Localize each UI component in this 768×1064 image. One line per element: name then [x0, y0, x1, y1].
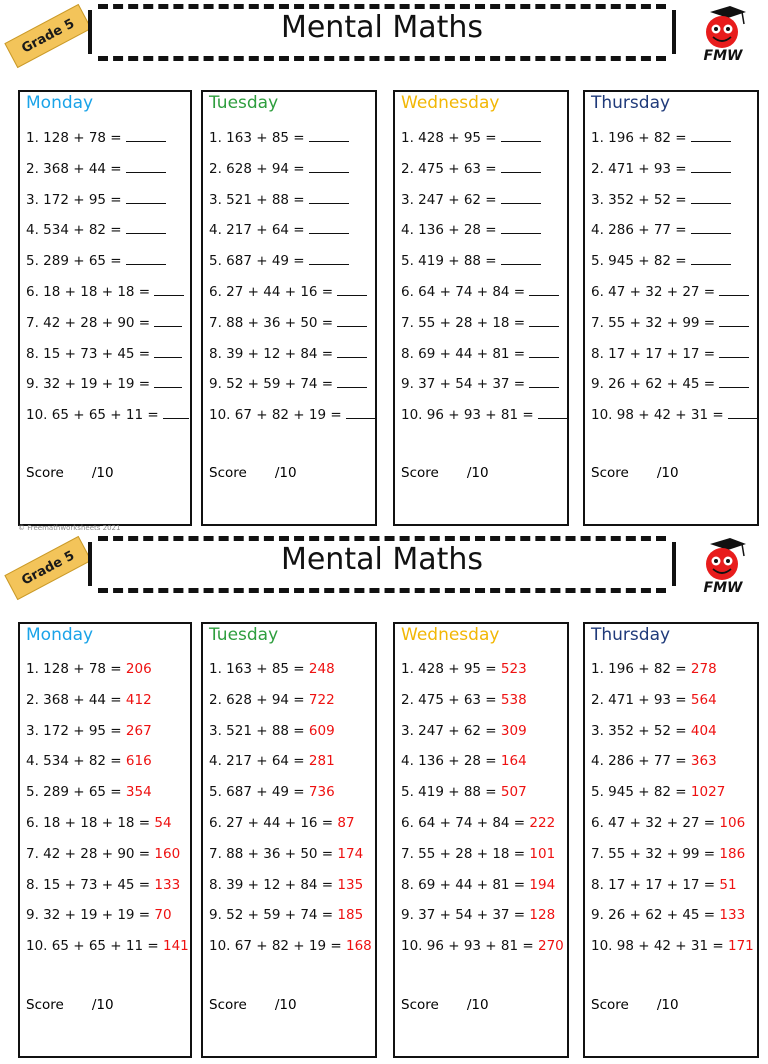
problem-row [26, 406, 189, 423]
answer-blank[interactable] [501, 221, 541, 234]
score-label: Score [209, 465, 247, 481]
problem-row [209, 221, 349, 238]
problem-text: 1. 163 + 85 = [209, 130, 305, 146]
problem-row [26, 784, 152, 800]
problem-row [591, 129, 731, 146]
problem-row [591, 661, 717, 677]
problem-row [209, 877, 363, 893]
answer-text: 106 [719, 815, 746, 831]
answer-text: 270 [537, 938, 564, 955]
answer-text: 722 [308, 691, 335, 708]
problem-row [591, 314, 749, 331]
answer-text: 101 [529, 845, 556, 862]
problem-text: 1. 128 + 78 = [26, 130, 122, 146]
answer-blank[interactable] [126, 160, 166, 173]
problem-text: 10. 65 + 65 + 11 = [26, 938, 159, 955]
page-title: Mental Maths [280, 542, 484, 577]
answer-blank[interactable] [501, 252, 541, 265]
problem-text: 3. 172 + 95 = [26, 722, 122, 739]
answer-blank[interactable] [501, 191, 541, 204]
answer-blank[interactable] [337, 345, 367, 358]
problem-text: 2. 471 + 93 = [591, 160, 687, 177]
problem-text: 6. 27 + 44 + 16 = [209, 284, 334, 300]
title-frame [88, 534, 676, 592]
score-label: Score [26, 465, 64, 481]
score-label: Score [401, 465, 439, 481]
problem-text: 2. 628 + 94 = [209, 691, 305, 708]
problem-row [26, 846, 180, 862]
problem-text: 4. 136 + 28 = [401, 222, 497, 239]
problem-row [591, 406, 758, 423]
answer-blank[interactable] [154, 283, 184, 296]
problem-text: 8. 15 + 73 + 45 = [26, 345, 151, 362]
problem-row [26, 345, 182, 362]
problem-text: 4. 286 + 77 = [591, 222, 687, 239]
problem-row [26, 753, 152, 769]
score-line [209, 997, 297, 1013]
score-label: Score [591, 465, 629, 481]
answer-blank[interactable] [691, 129, 731, 142]
apple-mascot-icon [698, 536, 748, 582]
problem-text: 9. 37 + 54 + 37 = [401, 907, 526, 924]
answer-blank[interactable] [154, 375, 182, 388]
problem-text: 9. 52 + 59 + 74 = [209, 376, 334, 393]
problem-text: 6. 47 + 32 + 27 = [591, 284, 716, 300]
answer-blank[interactable] [337, 375, 367, 388]
answer-blank[interactable] [691, 221, 731, 234]
problem-text: 5. 419 + 88 = [401, 784, 497, 801]
score-out-of: /10 [91, 997, 114, 1013]
apple-mascot-icon [698, 4, 748, 50]
problem-text: 3. 352 + 52 = [591, 722, 687, 739]
score-out-of: /10 [656, 465, 679, 481]
problem-row [209, 252, 349, 269]
problem-row [401, 753, 527, 769]
problem-text: 4. 534 + 82 = [26, 222, 122, 239]
problem-text: 10. 65 + 65 + 11 = [26, 407, 159, 424]
problem-text: 6. 64 + 74 + 84 = [401, 815, 526, 831]
problem-text: 3. 247 + 62 = [401, 722, 497, 739]
day-title: Thursday [591, 93, 671, 113]
answer-key-section [0, 532, 768, 1064]
problem-text: 7. 42 + 28 + 90 = [26, 845, 151, 862]
answer-text: 736 [308, 784, 335, 801]
day-card-wednesday [393, 90, 569, 526]
problem-row [401, 723, 527, 739]
answer-text: 222 [529, 815, 556, 831]
problem-row [209, 283, 367, 300]
problem-row [209, 723, 335, 739]
answer-text: 404 [690, 722, 717, 739]
answer-blank[interactable] [346, 406, 376, 419]
score-out-of: /10 [274, 997, 297, 1013]
answer-text: 412 [125, 691, 152, 708]
answer-text: 133 [719, 907, 746, 924]
problem-row [591, 753, 717, 769]
problem-row [591, 938, 754, 954]
answer-text: 538 [500, 691, 527, 708]
problem-text: 7. 55 + 32 + 99 = [591, 845, 716, 862]
problem-row [401, 252, 541, 269]
problem-text: 8. 15 + 73 + 45 = [26, 876, 151, 893]
answer-text: 206 [125, 661, 152, 677]
score-out-of: /10 [274, 465, 297, 481]
answer-blank[interactable] [309, 160, 349, 173]
answer-blank[interactable] [501, 129, 541, 142]
problem-text: 1. 196 + 82 = [591, 130, 687, 146]
answer-blank[interactable] [309, 191, 349, 204]
problem-text: 9. 37 + 54 + 37 = [401, 376, 526, 393]
answer-blank[interactable] [691, 191, 731, 204]
fmw-logo [698, 536, 748, 600]
answer-text: 70 [154, 907, 172, 924]
problem-row [26, 314, 182, 331]
problem-row [591, 784, 725, 800]
problem-text: 8. 69 + 44 + 81 = [401, 876, 526, 893]
answer-blank[interactable] [719, 375, 749, 388]
answer-blank[interactable] [309, 129, 349, 142]
problem-row [401, 160, 541, 177]
problem-row [209, 661, 335, 677]
problem-row [401, 661, 527, 677]
answer-text: 164 [500, 753, 527, 770]
problem-row [209, 191, 349, 208]
problem-row [209, 129, 349, 146]
answer-text: 54 [154, 815, 172, 831]
answer-blank[interactable] [719, 283, 749, 296]
answer-text: 135 [337, 876, 364, 893]
day-title: Monday [26, 93, 94, 113]
problem-text: 5. 289 + 65 = [26, 784, 122, 801]
answer-text: 363 [690, 753, 717, 770]
problem-row [209, 314, 367, 331]
day-title: Tuesday [209, 625, 279, 645]
problem-text: 3. 352 + 52 = [591, 191, 687, 208]
problem-row [26, 938, 189, 954]
answer-blank[interactable] [309, 252, 349, 265]
problem-text: 6. 47 + 32 + 27 = [591, 815, 716, 831]
answer-blank[interactable] [337, 283, 367, 296]
score-label: Score [401, 997, 439, 1013]
title-dashed-border-bottom [98, 588, 666, 593]
answer-text: 186 [719, 845, 746, 862]
answer-blank[interactable] [126, 221, 166, 234]
problem-text: 3. 521 + 88 = [209, 722, 305, 739]
answer-text: 523 [500, 661, 527, 677]
answer-text: 168 [345, 938, 372, 955]
score-line [26, 997, 114, 1013]
page-title: Mental Maths [280, 10, 484, 45]
problem-row [591, 815, 745, 831]
problem-row [26, 723, 152, 739]
problem-row [591, 283, 749, 300]
score-line [209, 465, 297, 481]
problem-row [26, 252, 166, 269]
answer-blank[interactable] [501, 160, 541, 173]
problem-text: 10. 98 + 42 + 31 = [591, 407, 724, 424]
problem-row [26, 692, 152, 708]
problem-row [591, 221, 731, 238]
score-label: Score [209, 997, 247, 1013]
score-line [591, 465, 679, 481]
day-card-thursday [583, 90, 759, 526]
problem-row [26, 661, 152, 677]
problem-text: 5. 945 + 82 = [591, 784, 687, 801]
score-line [26, 465, 114, 481]
problem-text: 6. 18 + 18 + 18 = [26, 815, 151, 831]
day-card-tuesday [201, 622, 377, 1058]
problem-row [591, 375, 749, 392]
answer-blank[interactable] [126, 191, 166, 204]
logo-text: FMW [703, 580, 743, 596]
problem-text: 1. 428 + 95 = [401, 130, 497, 146]
problem-row [209, 345, 367, 362]
problem-text: 6. 64 + 74 + 84 = [401, 284, 526, 300]
problem-text: 10. 67 + 82 + 19 = [209, 407, 342, 424]
problem-text: 4. 534 + 82 = [26, 753, 122, 770]
logo-text: FMW [703, 48, 743, 64]
problem-text: 9. 26 + 62 + 45 = [591, 376, 716, 393]
problem-text: 3. 172 + 95 = [26, 191, 122, 208]
answer-text: 354 [125, 784, 152, 801]
answer-text: 564 [690, 691, 717, 708]
problem-row [26, 283, 184, 300]
day-title: Wednesday [401, 93, 500, 113]
answer-text: 248 [308, 661, 335, 677]
problem-text: 7. 42 + 28 + 90 = [26, 314, 151, 331]
answer-blank[interactable] [719, 314, 749, 327]
problem-row [26, 375, 182, 392]
answer-blank[interactable] [529, 345, 559, 358]
problem-text: 3. 521 + 88 = [209, 191, 305, 208]
problem-text: 7. 55 + 32 + 99 = [591, 314, 716, 331]
problem-row [591, 692, 717, 708]
problem-text: 1. 196 + 82 = [591, 661, 687, 677]
answer-text: 267 [125, 722, 152, 739]
day-title: Monday [26, 625, 94, 645]
problem-row [209, 784, 335, 800]
answer-blank[interactable] [126, 129, 166, 142]
problem-row [401, 846, 555, 862]
problem-text: 5. 289 + 65 = [26, 253, 122, 270]
score-out-of: /10 [466, 465, 489, 481]
answer-text: 616 [125, 753, 152, 770]
day-card-thursday [583, 622, 759, 1058]
problem-text: 8. 39 + 12 + 84 = [209, 876, 334, 893]
problem-text: 1. 128 + 78 = [26, 661, 122, 677]
problem-row [401, 283, 559, 300]
problem-text: 2. 471 + 93 = [591, 691, 687, 708]
problem-row [209, 375, 367, 392]
problem-row [209, 692, 335, 708]
problem-row [209, 815, 355, 831]
problem-text: 10. 67 + 82 + 19 = [209, 938, 342, 955]
problem-text: 7. 88 + 36 + 50 = [209, 314, 334, 331]
answer-blank[interactable] [538, 406, 568, 419]
problem-text: 6. 18 + 18 + 18 = [26, 284, 151, 300]
problem-text: 1. 428 + 95 = [401, 661, 497, 677]
problem-text: 10. 98 + 42 + 31 = [591, 938, 724, 955]
day-card-wednesday [393, 622, 569, 1058]
problem-text: 8. 17 + 17 + 17 = [591, 345, 716, 362]
problem-text: 7. 88 + 36 + 50 = [209, 845, 334, 862]
answer-text: 174 [337, 845, 364, 862]
answer-text: 133 [154, 876, 181, 893]
problem-text: 2. 628 + 94 = [209, 160, 305, 177]
problem-row [401, 375, 559, 392]
answer-text: 51 [719, 876, 737, 893]
problem-text: 8. 39 + 12 + 84 = [209, 345, 334, 362]
problem-text: 4. 217 + 64 = [209, 222, 305, 239]
problem-text: 7. 55 + 28 + 18 = [401, 314, 526, 331]
answer-text: 309 [500, 722, 527, 739]
answer-blank[interactable] [154, 345, 182, 358]
problem-text: 7. 55 + 28 + 18 = [401, 845, 526, 862]
answer-text: 128 [529, 907, 556, 924]
problem-row [26, 815, 172, 831]
answer-text: 185 [337, 907, 364, 924]
problem-row [401, 815, 555, 831]
score-label: Score [591, 997, 629, 1013]
problem-row [401, 938, 564, 954]
problem-row [401, 692, 527, 708]
problem-row [209, 938, 372, 954]
day-card-monday [18, 622, 192, 1058]
problem-row [26, 160, 166, 177]
problem-text: 9. 26 + 62 + 45 = [591, 907, 716, 924]
problem-text: 8. 69 + 44 + 81 = [401, 345, 526, 362]
problem-row [209, 406, 376, 423]
problem-row [401, 784, 527, 800]
problem-row [591, 160, 731, 177]
answer-blank[interactable] [309, 221, 349, 234]
answer-text: 507 [500, 784, 527, 801]
problem-row [26, 221, 166, 238]
day-title: Tuesday [209, 93, 279, 113]
problem-row [591, 877, 737, 893]
problem-text: 4. 217 + 64 = [209, 753, 305, 770]
answer-text: 278 [690, 661, 717, 677]
problem-row [401, 345, 559, 362]
problem-row [591, 191, 731, 208]
problem-row [401, 406, 568, 423]
title-dashed-border-bottom [98, 56, 666, 61]
answer-text: 609 [308, 722, 335, 739]
problem-text: 1. 163 + 85 = [209, 661, 305, 677]
answer-text: 1027 [690, 784, 726, 801]
answer-blank[interactable] [691, 252, 731, 265]
grade-badge: Grade 5 [4, 536, 91, 600]
problem-row [591, 252, 731, 269]
problem-row [209, 753, 335, 769]
answer-blank[interactable] [529, 283, 559, 296]
problem-row [591, 345, 749, 362]
fmw-logo [698, 4, 748, 68]
problem-text: 2. 475 + 63 = [401, 160, 497, 177]
problem-text: 3. 247 + 62 = [401, 191, 497, 208]
day-title: Thursday [591, 625, 671, 645]
problem-text: 9. 32 + 19 + 19 = [26, 376, 151, 393]
problem-row [26, 129, 166, 146]
problem-row [591, 723, 717, 739]
problem-row [591, 846, 745, 862]
score-line [401, 465, 489, 481]
day-title: Wednesday [401, 625, 500, 645]
answer-blank[interactable] [154, 314, 182, 327]
problem-text: 2. 368 + 44 = [26, 691, 122, 708]
problem-text: 9. 32 + 19 + 19 = [26, 907, 151, 924]
answer-text: 281 [308, 753, 335, 770]
answer-text: 171 [727, 938, 754, 955]
problem-text: 4. 136 + 28 = [401, 753, 497, 770]
title-dashed-border-top [98, 536, 666, 541]
problem-text: 2. 475 + 63 = [401, 691, 497, 708]
answer-blank[interactable] [719, 345, 749, 358]
title-dashed-border-top [98, 4, 666, 9]
problem-row [209, 846, 363, 862]
problem-text: 5. 687 + 49 = [209, 784, 305, 801]
problem-text: 6. 27 + 44 + 16 = [209, 815, 334, 831]
answer-text: 141 [162, 938, 189, 955]
problem-row [209, 907, 363, 923]
problem-text: 9. 52 + 59 + 74 = [209, 907, 334, 924]
problem-text: 5. 419 + 88 = [401, 253, 497, 270]
problem-row [26, 191, 166, 208]
answer-blank[interactable] [337, 314, 367, 327]
score-line [401, 997, 489, 1013]
problem-row [401, 877, 555, 893]
problem-row [401, 314, 559, 331]
score-out-of: /10 [91, 465, 114, 481]
problem-row [401, 221, 541, 238]
problem-row [26, 907, 172, 923]
problem-text: 8. 17 + 17 + 17 = [591, 876, 716, 893]
problem-text: 10. 96 + 93 + 81 = [401, 407, 534, 424]
score-label: Score [26, 997, 64, 1013]
answer-text: 87 [337, 815, 355, 831]
problem-text: 10. 96 + 93 + 81 = [401, 938, 534, 955]
answer-blank[interactable] [529, 314, 559, 327]
answer-blank[interactable] [126, 252, 166, 265]
score-out-of: /10 [466, 997, 489, 1013]
problem-row [26, 877, 180, 893]
answer-text: 160 [154, 845, 181, 862]
problem-row [401, 129, 541, 146]
problem-row [591, 907, 745, 923]
copyright-text: © Freemathworksheets 2021 [18, 524, 121, 532]
score-out-of: /10 [656, 997, 679, 1013]
grade-badge: Grade 5 [4, 4, 91, 68]
problem-text: 5. 945 + 82 = [591, 253, 687, 270]
answer-text: 194 [529, 876, 556, 893]
problem-text: 5. 687 + 49 = [209, 253, 305, 270]
problem-text: 4. 286 + 77 = [591, 753, 687, 770]
title-frame [88, 2, 676, 60]
problem-row [401, 907, 555, 923]
answer-blank[interactable] [163, 406, 189, 419]
score-line [591, 997, 679, 1013]
answer-blank[interactable] [728, 406, 758, 419]
problem-row [401, 191, 541, 208]
day-card-monday [18, 90, 192, 526]
day-card-tuesday [201, 90, 377, 526]
answer-blank[interactable] [691, 160, 731, 173]
problem-row [209, 160, 349, 177]
problem-text: 2. 368 + 44 = [26, 160, 122, 177]
answer-blank[interactable] [529, 375, 559, 388]
